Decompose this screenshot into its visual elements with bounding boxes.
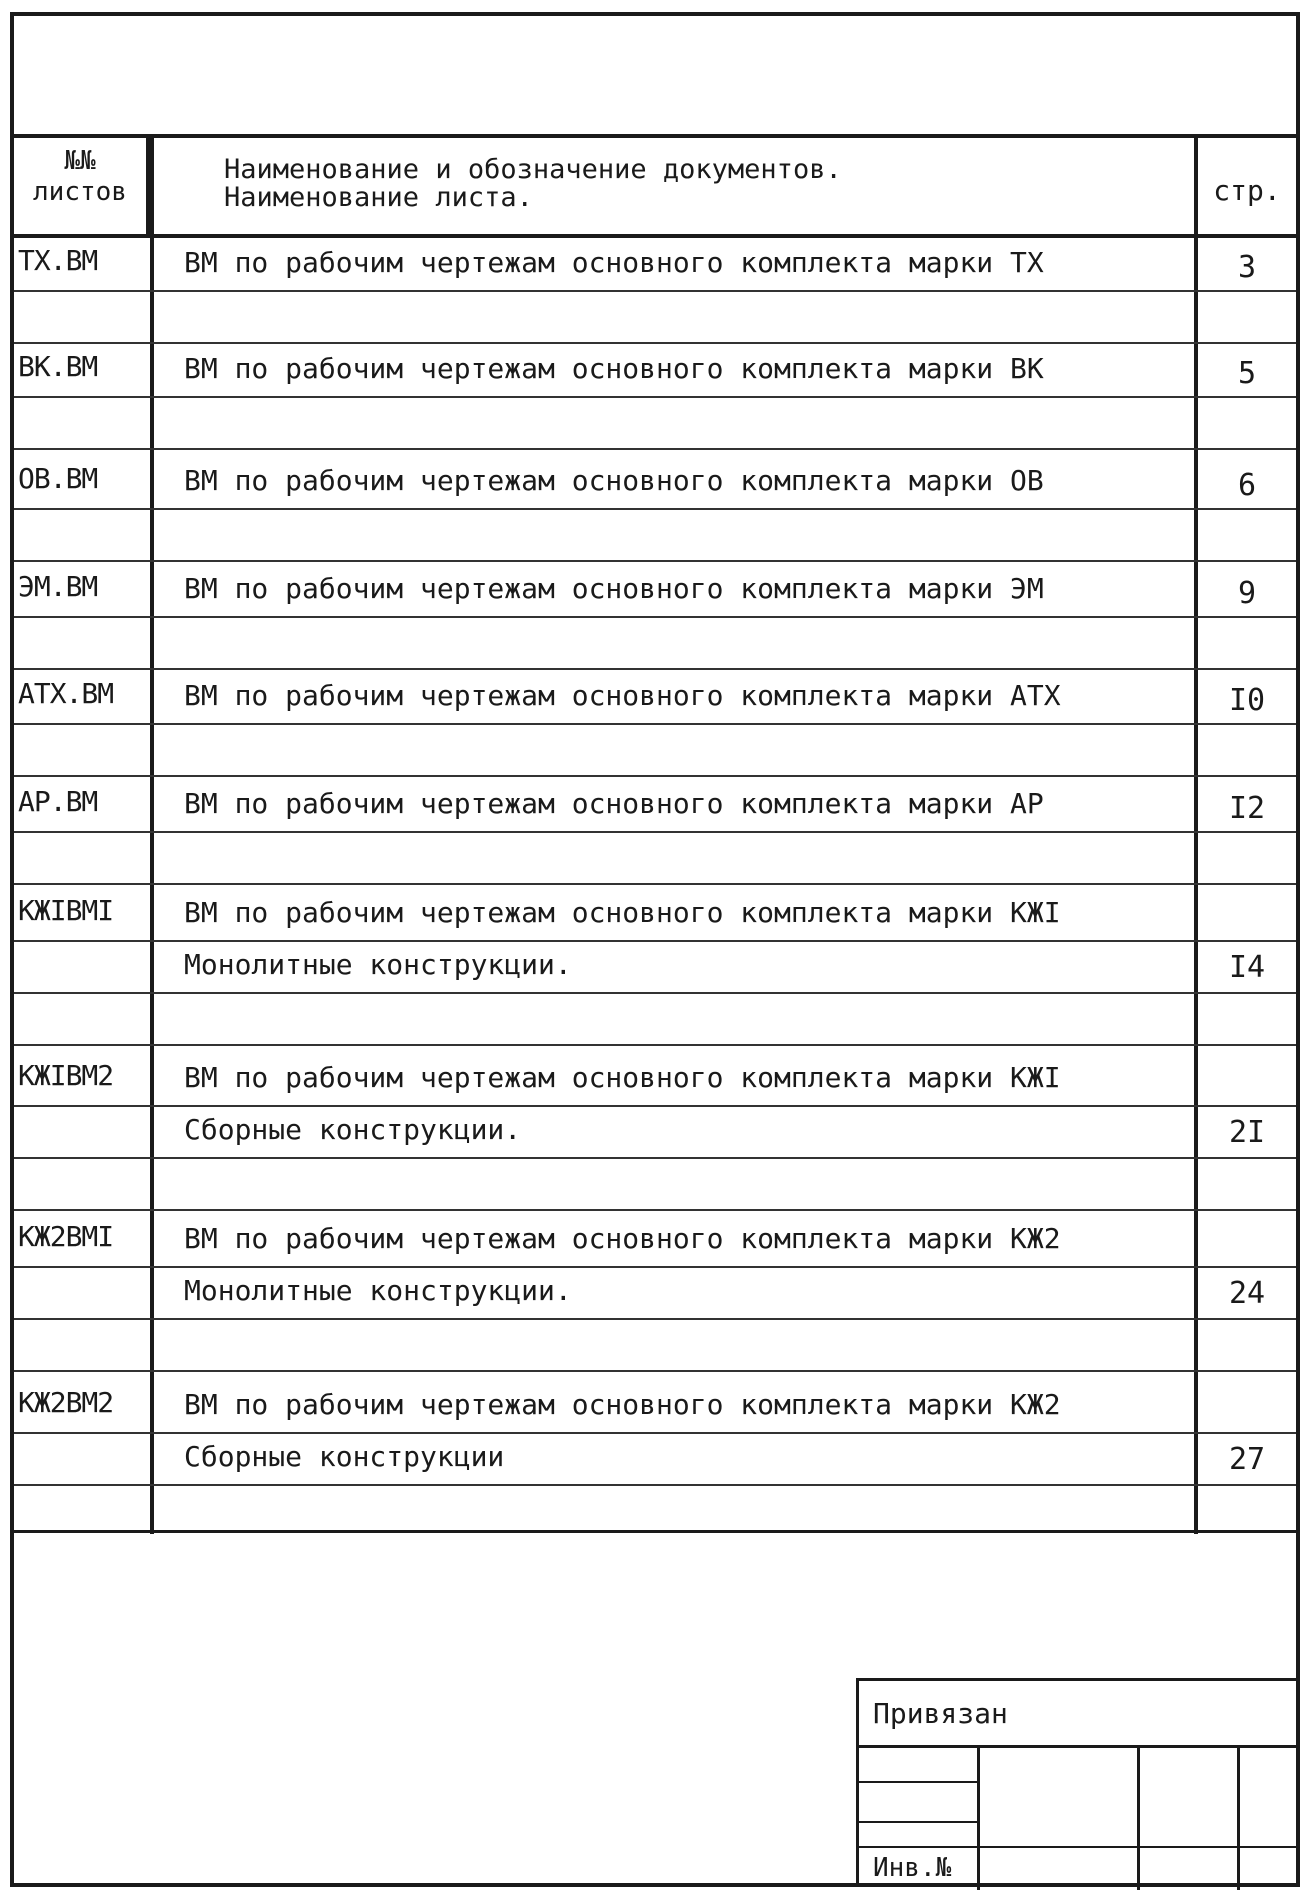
page-number: 9: [1237, 576, 1257, 611]
header-name-line1: Наименование и обозначение документов.: [224, 154, 842, 185]
stamp-line: [859, 1846, 1299, 1848]
sheet-code: КЖ2ВМI: [18, 1220, 114, 1253]
sheet-subtitle: Монолитные конструкции.: [184, 948, 572, 981]
sheet-title: ВМ по рабочим чертежам основного комплекта марки КЖI: [184, 1061, 1061, 1094]
sheet-code: ТХ.ВМ: [18, 244, 98, 277]
row-line: [14, 290, 1296, 292]
sheet-subtitle: Монолитные конструкции.: [184, 1274, 572, 1307]
stamp-line: [1137, 1745, 1140, 1890]
document-sheet: [10, 12, 1300, 1887]
title-stamp: [856, 1678, 1296, 1887]
row-line: [14, 1044, 1296, 1046]
row-line: [14, 775, 1296, 777]
sheet-code: КЖ2ВМ2: [18, 1386, 114, 1419]
sheet-code: АТХ.ВМ: [18, 677, 114, 710]
row-line: [14, 1432, 1296, 1434]
header-name-line2: Наименование листа.: [224, 182, 533, 214]
sheet-title: ВМ по рабочим чертежам основного комплекта марки ВК: [184, 352, 1044, 385]
sheet-subtitle: Сборные конструкции: [184, 1440, 505, 1473]
page-number: I2: [1228, 791, 1266, 826]
sheet-code: АР.ВМ: [18, 785, 98, 818]
row-line: [14, 396, 1296, 398]
row-line: [14, 940, 1296, 942]
stamp-inventory-label: Инв.№: [873, 1853, 952, 1883]
sheet-code: ВК.ВМ: [18, 350, 98, 383]
row-line: [14, 1157, 1296, 1159]
row-line: [14, 1370, 1296, 1372]
page-number: 5: [1237, 356, 1257, 391]
row-line: [14, 883, 1296, 885]
row-line: [14, 1266, 1296, 1268]
stamp-line: [859, 1781, 979, 1783]
column-divider-right: [1194, 134, 1198, 1534]
stamp-title: Привязан: [873, 1697, 1008, 1730]
table-bottom-line: [14, 1530, 1296, 1533]
sheet-title: ВМ по рабочим чертежам основного комплекта марки ОВ: [184, 464, 1044, 497]
row-line: [14, 992, 1296, 994]
sheet-title: ВМ по рабочим чертежам основного комплекта марки ЭМ: [184, 572, 1044, 605]
row-line: [14, 448, 1296, 450]
sheet-code: ЭМ.ВМ: [18, 570, 98, 603]
header-document-name: [154, 134, 1194, 234]
header-page: стр.: [1194, 134, 1296, 234]
row-line: [14, 1209, 1296, 1211]
sheet-code: ОВ.ВМ: [18, 462, 98, 495]
sheet-title: ВМ по рабочим чертежам основного комплекта марки АР: [184, 787, 1044, 820]
row-line: [14, 616, 1296, 618]
page-number: I0: [1228, 683, 1266, 718]
sheet-title: ВМ по рабочим чертежам основного комплекта марки КЖ2: [184, 1388, 1061, 1421]
page-number: 27: [1228, 1442, 1266, 1477]
sheet-subtitle: Сборные конструкции.: [184, 1113, 522, 1146]
sheet-code: КЖIВМ2: [18, 1059, 114, 1092]
column-divider-left: [150, 134, 154, 1534]
row-line: [14, 508, 1296, 510]
row-line: [14, 560, 1296, 562]
page-number: 24: [1228, 1276, 1266, 1311]
page-number: 2I: [1228, 1115, 1266, 1150]
stamp-line: [859, 1821, 979, 1823]
header-divider: [14, 234, 1296, 238]
sheet-title: ВМ по рабочим чертежам основного комплекта марки ТХ: [184, 246, 1044, 279]
stamp-line: [859, 1745, 1299, 1748]
page-number: 3: [1237, 250, 1257, 285]
header-sheet-numbers: №№ листов: [14, 134, 150, 234]
sheet-title: ВМ по рабочим чертежам основного комплекта марки КЖI: [184, 896, 1061, 929]
stamp-line: [1237, 1745, 1240, 1890]
row-line: [14, 1318, 1296, 1320]
page-number: I4: [1228, 950, 1266, 985]
stamp-line: [977, 1745, 980, 1890]
sheet-code: КЖIВМI: [18, 894, 114, 927]
row-line: [14, 831, 1296, 833]
top-blank-area: [14, 16, 1296, 138]
row-line: [14, 668, 1296, 670]
sheet-title: ВМ по рабочим чертежам основного комплекта марки КЖ2: [184, 1222, 1061, 1255]
row-line: [14, 1484, 1296, 1486]
sheet-title: ВМ по рабочим чертежам основного комплекта марки АТХ: [184, 679, 1061, 712]
page-number: 6: [1237, 468, 1257, 503]
row-line: [14, 1105, 1296, 1107]
row-line: [14, 723, 1296, 725]
row-line: [14, 342, 1296, 344]
